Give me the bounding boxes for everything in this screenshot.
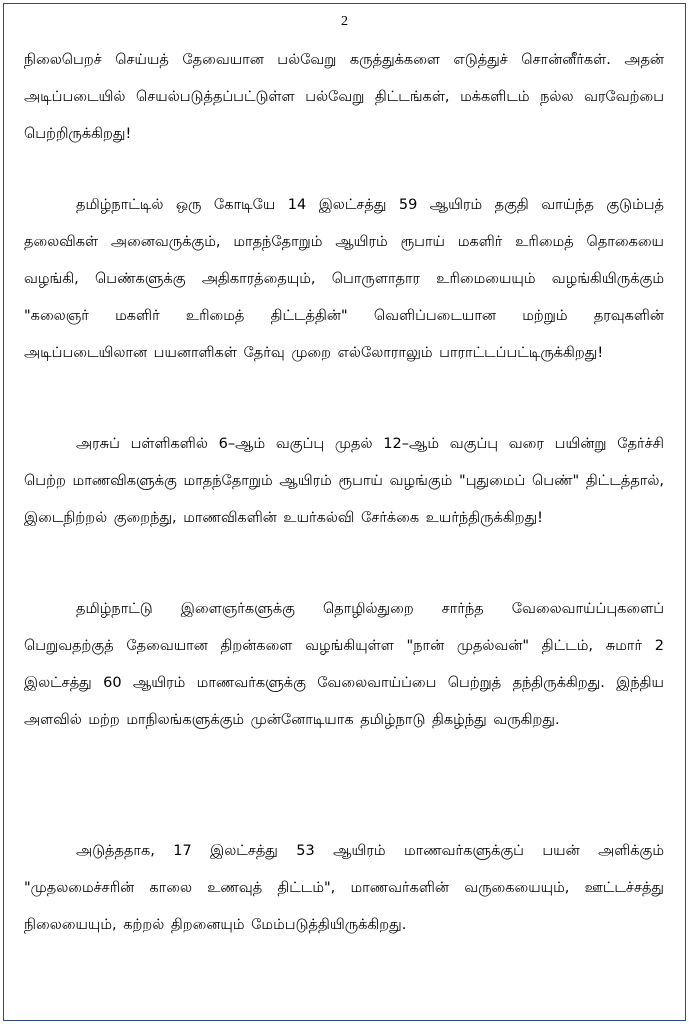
paragraph-breakfast-scheme: அடுத்ததாக, 17 இலட்சத்து 53 ஆயிரம் மாணவர்களுக்குப் பயன் அளிக்கும் "முதலமைச்சரின் காலை உணவுத் திட்டம்", மாணவர்களின் வருகையையும், ஊட்டச்சத்து நிலையையும், கற்றல் திறனையும் மேம்படுத்தியிருக்கிறது. xyxy=(24,843,664,933)
paragraph-pudhumai-penn: அரசுப் பள்ளிகளில் 6–ஆம் வகுப்பு முதல் 12–ஆம் வகுப்பு வரை பயின்று தேர்ச்சி பெற்ற மாணவிகளுக்கு மாதந்தோறும் ஆயிரம் ரூபாய் வழங்கும் "புதுமைப் பெண்" திட்டத்தால், இடைநிற்றல் குறைந்து, மாணவிகளின் உயர்கல்வி சேர்க்கை உயர்ந்திருக்கிறது! xyxy=(24,436,664,526)
paragraph-continuation: நிலைபெறச் செய்யத் தேவையான பல்வேறு கருத்துக்களை எடுத்துச் சொன்னீர்கள். அதன் அடிப்படையில் செயல்படுத்தப்பட்டுள்ள பல்வேறு திட்டங்கள், மக்களிடம் நல்ல வரவேற்பை பெற்றிருக்கிறது! xyxy=(24,52,664,142)
paragraph-naan-mudhalvan: தமிழ்நாட்டு இளைஞர்களுக்கு தொழில்துறை சார்ந்த வேலைவாய்ப்புகளைப் பெறுவதற்குத் தேவையான திறன்களை வழங்கியுள்ள "நான் முதல்வன்" திட்டம், சுமார் 2 இலட்சத்து 60 ஆயிரம் மாணவர்களுக்கு வேலைவாய்ப்பை பெற்றுத் தந்திருக்கிறது. இந்திய அளவில் மற்ற மாநிலங்களுக்கும் முன்னோடியாக தமிழ்நாடு திகழ்ந்து வருகிறது. xyxy=(24,601,664,728)
document-page xyxy=(3,3,686,1021)
page-number: 2 xyxy=(341,14,348,29)
paragraph-magalir-urimai: தமிழ்நாட்டில் ஒரு கோடியே 14 இலட்சத்து 59 ஆயிரம் தகுதி வாய்ந்த குடும்பத் தலைவிகள் அனைவருக்கும், மாதந்தோறும் ஆயிரம் ரூபாய் மகளிர் உரிமைத் தொகையை வழங்கி, பெண்களுக்கு அதிகாரத்தையும், பொருளாதார உரிமையையும் வழங்கியிருக்கும் "கலைஞர் மகளிர் உரிமைத் திட்டத்தின்" வெளிப்படையான மற்றும் தரவுகளின் அடிப்படையிலான பயனாளிகள் தேர்வு முறை எல்லோராலும் பாராட்டப்பட்டிருக்கிறது! xyxy=(24,197,664,361)
